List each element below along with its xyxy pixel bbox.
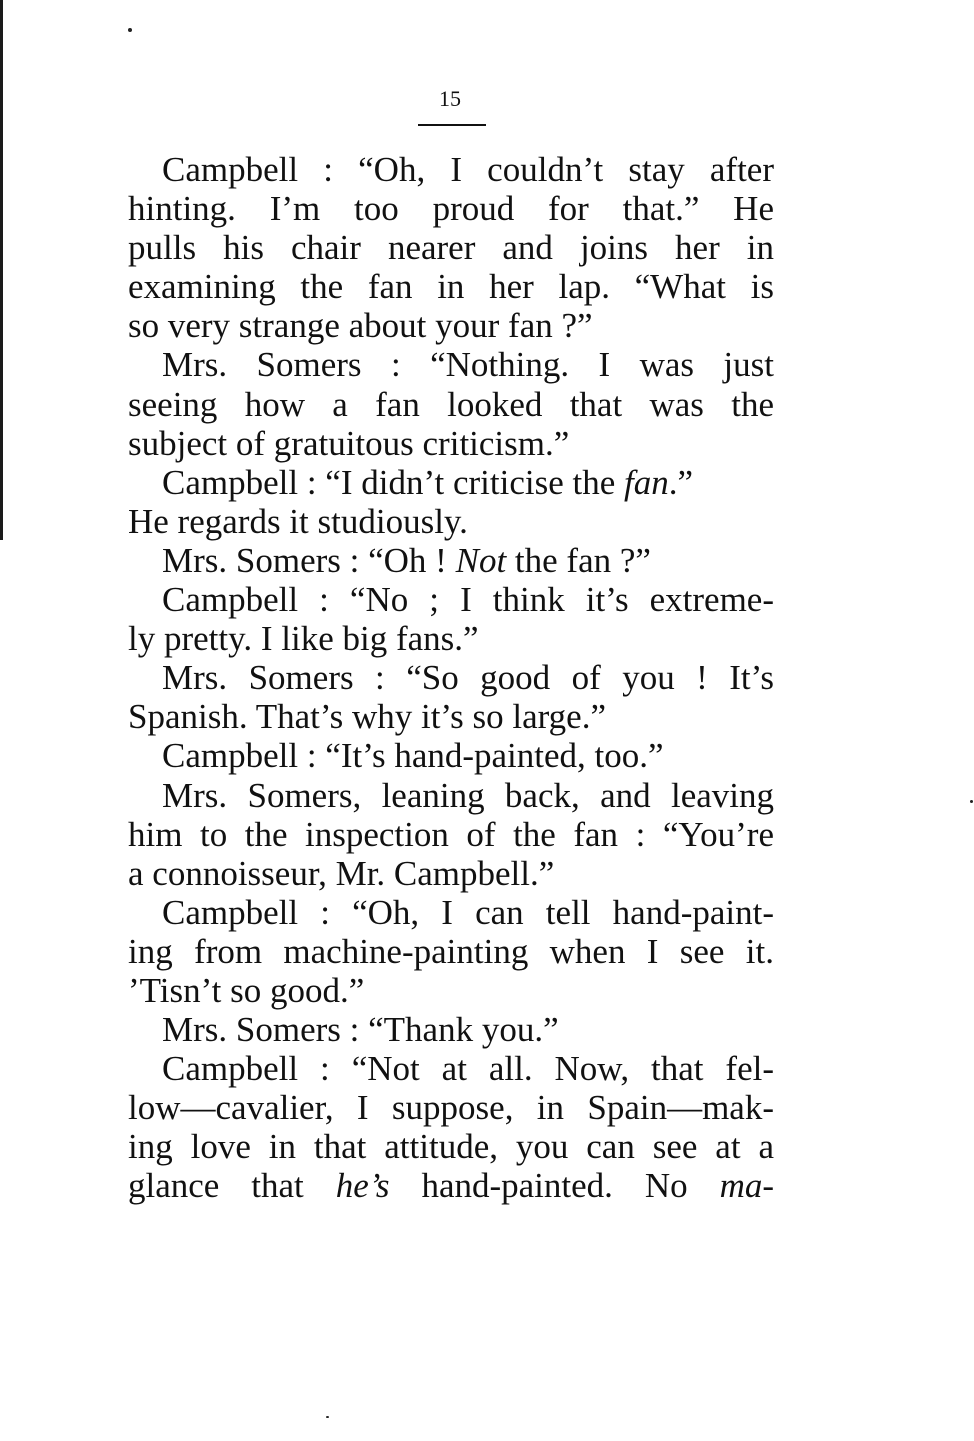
text-line: Campbell : “It’s hand-painted, too.” <box>162 736 664 776</box>
text-line: Mrs. Somers : “So good of you ! It’s <box>162 658 774 698</box>
text-line: Campbell : “No ; I think it’s extreme- <box>162 580 774 620</box>
page-number-rule <box>418 124 486 126</box>
italic-text: ma- <box>719 1166 775 1206</box>
text-line <box>128 541 774 580</box>
text-segment: .” <box>668 462 694 502</box>
text-line: ing from machine-painting when I see it. <box>128 931 774 971</box>
body-text <box>128 150 774 1206</box>
text-line <box>128 463 774 502</box>
text-line: Mrs. Somers : “Nothing. I was just <box>162 345 774 385</box>
text-line: subject of gratuitous criticism.” <box>128 423 570 463</box>
text-line: He regards it studiously. <box>128 501 468 541</box>
text-line: Campbell : “Oh, I can tell hand-paint- <box>162 892 774 932</box>
text-line: examining the fan in her lap. “What is <box>128 267 774 307</box>
text-line: ’Tisn’t so good.” <box>128 970 365 1010</box>
italic-text: fan <box>624 462 669 502</box>
page-number: 15 <box>439 86 461 111</box>
scan-speck <box>970 800 973 803</box>
text-line: so very strange about your fan ?” <box>128 306 593 346</box>
text-line: Spanish. That’s why it’s so large.” <box>128 697 606 737</box>
text-line: pulls his chair nearer and joins her in <box>128 228 774 268</box>
text-line: Mrs. Somers : “Thank you.” <box>162 1010 559 1050</box>
scan-speck <box>128 28 132 32</box>
scan-edge <box>0 0 3 540</box>
text-segment: Campbell : “I didn’t criticise the <box>162 462 625 502</box>
text-segment: the fan ?” <box>506 540 651 580</box>
text-line: a connoisseur, Mr. Campbell.” <box>128 853 555 893</box>
text-line: hinting. I’m too proud for that.” He <box>128 189 774 229</box>
italic-text: Not <box>455 540 507 580</box>
text-line: Mrs. Somers, leaning back, and leaving <box>162 775 774 815</box>
text-line: seeing how a fan looked that was the <box>128 384 774 424</box>
scan-speck <box>326 1416 329 1418</box>
text-line: low—cavalier, I suppose, in Spain—mak- <box>128 1088 774 1128</box>
text-line: ing love in that attitude, you can see at a <box>128 1127 774 1167</box>
text-line: him to the inspection of the fan : “You’re <box>128 814 774 854</box>
text-line <box>128 1166 774 1205</box>
text-segment: hand-painted. No <box>389 1166 720 1206</box>
italic-text: he’s <box>335 1166 390 1206</box>
text-line: ly pretty. I like big fans.” <box>128 619 479 659</box>
text-line: Campbell : “Oh, I couldn’t stay after <box>162 150 774 189</box>
text-segment: glance that <box>128 1166 336 1206</box>
text-line: Campbell : “Not at all. Now, that fel- <box>162 1049 774 1089</box>
text-segment: Mrs. Somers : “Oh ! <box>162 540 456 580</box>
